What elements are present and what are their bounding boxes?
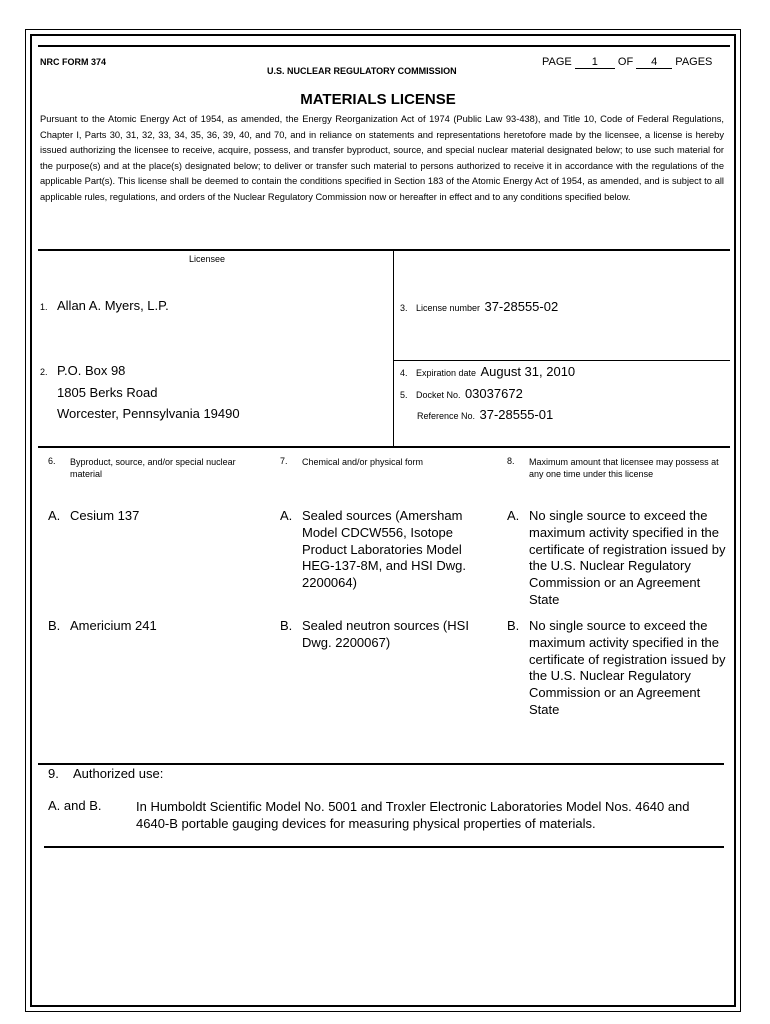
row-b-letter: B.	[48, 618, 61, 633]
license-number: 37-28555-02	[484, 299, 559, 314]
total-pages: 4	[636, 56, 672, 69]
item-5-number: 5.	[400, 390, 408, 400]
docket-number: 03037672	[464, 386, 523, 401]
address-line-2: 1805 Berks Road	[57, 385, 158, 400]
of-label: OF	[617, 56, 634, 68]
item-9-number: 9.	[48, 766, 59, 781]
preamble-text: Pursuant to the Atomic Energy Act of 1954, as amended, the Energy Reorganization Act of 1974 (Public Law 93-438), and Title 10, Code of Federal Regulations, Chapter I, Parts 30, 31, 32, 33, 34, 35, 36, 39, 40, and 70, and in reliance on statements and representations heretofore made by the licensee, a license is hereby issued authorizing the licensee to receive, acquire, possess, and transfer byproduct, source, and special nuclear material designated below; to use such material for the purpose(s) and at the place(s) designated below; to deliver or transfer such material to persons authorized to receive it in accordance with the regulations of the applicable Part(s). This license shall be deemed to contain the conditions specified in Section 183 of the Atomic Energy Act of 1954, as amended, and is subject to all applicable rules, regulations, and orders of the Nuclear Regulatory Commission now or hereafter in effect and to any conditions specified below.	[40, 114, 724, 202]
col-8-number: 8.	[507, 456, 515, 466]
reference-row	[417, 406, 553, 424]
authorized-use-label: Authorized use:	[73, 766, 164, 781]
license-number-label: License number	[415, 303, 481, 313]
licensee-heading: Licensee	[189, 254, 226, 264]
reference-number: 37-28555-01	[479, 407, 554, 422]
licensee-name: Allan A. Myers, L.P.	[57, 298, 169, 313]
row-a-form: Sealed sources (Amersham Model CDCW556, Isotope Product Laboratories Model HEG-137-8M, and HSI Dwg. 2200064)	[302, 508, 467, 591]
form-number: NRC FORM 374	[40, 57, 107, 67]
expiration-row	[400, 363, 575, 381]
reference-label: Reference No.	[417, 411, 476, 421]
docket-label: Docket No.	[415, 390, 461, 400]
page-label: PAGE	[542, 56, 572, 68]
page-number: 1	[575, 56, 615, 69]
col-7-header: Chemical and/or physical form	[302, 457, 424, 467]
row-a-material: Cesium 137	[70, 508, 140, 523]
row-b-form: Sealed neutron sources (HSI Dwg. 2200067)	[302, 618, 469, 650]
col-6-number: 6.	[48, 456, 56, 466]
expiration-label: Expiration date	[415, 368, 477, 378]
row-b-form-letter: B.	[280, 618, 293, 633]
bottom-rule	[44, 846, 724, 848]
license-number-row	[400, 298, 558, 316]
col-8-header: Maximum amount that licensee may possess at any one time under this license	[529, 457, 719, 479]
item-4-number: 4.	[400, 368, 408, 378]
item-3-number: 3.	[400, 303, 408, 313]
agency-name: U.S. NUCLEAR REGULATORY COMMISSION	[267, 66, 457, 76]
item-1-number: 1.	[40, 302, 48, 312]
authorized-use-text: In Humboldt Scientific Model No. 5001 and Troxler Electronic Laboratories Model Nos. 4640 and 4640-B portable gauging devices for measuring physical properties of materials.	[136, 799, 690, 831]
section-rule-materials	[38, 446, 730, 448]
row-b-amount-letter: B.	[507, 618, 520, 633]
address-line-3: Worcester, Pennsylvania 19490	[57, 406, 240, 421]
col-6-header: Byproduct, source, and/or special nuclear material	[70, 457, 236, 479]
section-rule-licensee	[38, 249, 730, 251]
top-rule	[38, 45, 730, 47]
docket-row	[400, 385, 523, 403]
row-b-material: Americium 241	[70, 618, 157, 633]
col-7-number: 7.	[280, 456, 288, 466]
authorized-use-scope: A. and B.	[48, 798, 102, 813]
column-divider	[393, 250, 394, 446]
address-line-1: P.O. Box 98	[57, 363, 126, 378]
pages-label: PAGES	[675, 56, 713, 68]
row-a-amount: No single source to exceed the maximum activity specified in the certificate of registration issued by the U.S. Nuclear Regulatory Commission or an Agreement State	[529, 508, 726, 607]
expiration-date: August 31, 2010	[480, 364, 576, 379]
row-a-form-letter: A.	[280, 508, 293, 523]
item-2-number: 2.	[40, 367, 48, 377]
license-info-rule	[394, 360, 730, 361]
page-indicator	[542, 56, 712, 69]
page-title: MATERIALS LICENSE	[300, 91, 456, 108]
row-b-amount: No single source to exceed the maximum activity specified in the certificate of registration issued by the U.S. Nuclear Regulatory Commission or an Agreement State	[529, 618, 726, 717]
row-a-amount-letter: A.	[507, 508, 520, 523]
section-rule-authorized-use	[38, 763, 724, 765]
row-a-letter: A.	[48, 508, 61, 523]
